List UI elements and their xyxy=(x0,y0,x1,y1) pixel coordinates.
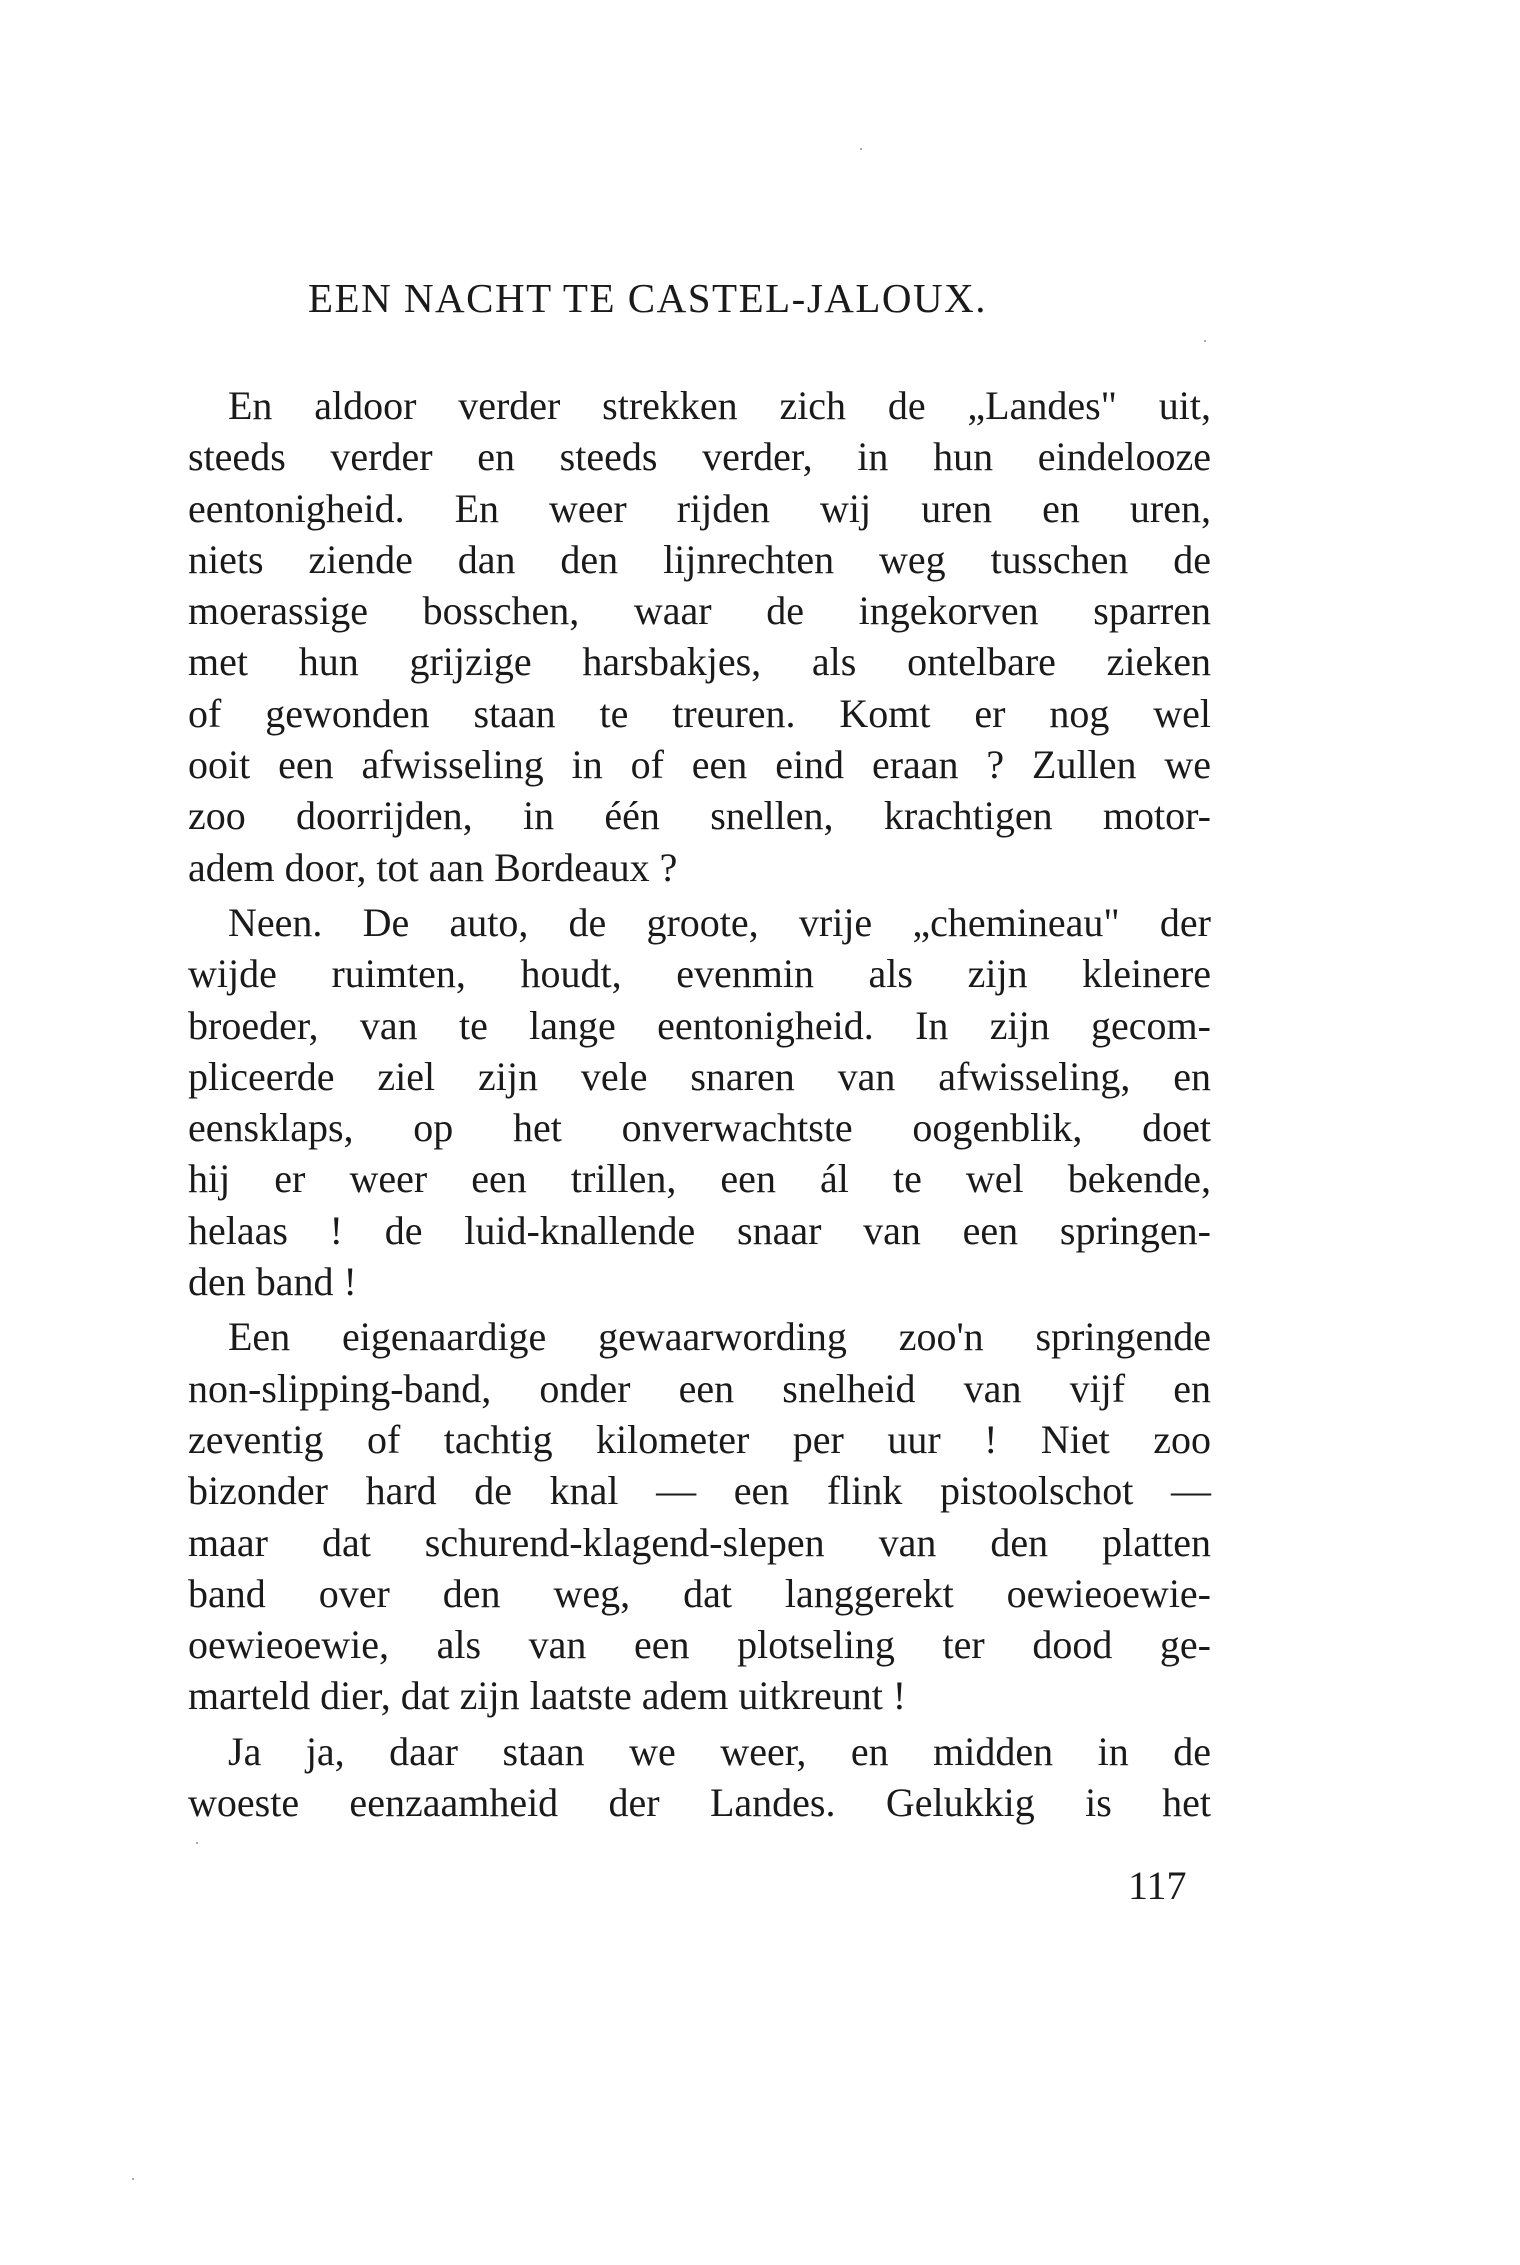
paragraph xyxy=(188,1726,1211,1829)
text-line: non-slipping-band, onder een snelheid van vijf en xyxy=(188,1365,1211,1411)
text-line: of gewonden staan te treuren. Komt er nog wel xyxy=(188,690,1211,736)
text-line: Ja ja, daar staan we weer, en midden in de xyxy=(228,1728,1211,1774)
body-text xyxy=(188,380,1211,1828)
text-line: steeds verder en steeds verder, in hun eindelooze xyxy=(188,434,1211,480)
text-line: pliceerde ziel zijn vele snaren van afwisseling, en xyxy=(188,1053,1211,1099)
page-number: 117 xyxy=(1128,1863,1187,1908)
scan-speck xyxy=(1204,340,1206,342)
text-line: broeder, van te lange eentonigheid. In zijn gecom- xyxy=(188,1002,1211,1048)
text-line: Neen. De auto, de groote, vrije „chemineau" der xyxy=(228,899,1211,945)
paragraph xyxy=(188,1311,1211,1721)
text-line: den band ! xyxy=(188,1259,357,1305)
text-line: moerassige bosschen, waar de ingekorven sparren xyxy=(188,588,1211,634)
text-line: zoo doorrijden, in één snellen, krachtigen motor- xyxy=(188,793,1211,839)
text-line: woeste eenzaamheid der Landes. Gelukkig is het xyxy=(188,1780,1211,1826)
text-line: zeventig of tachtig kilometer per uur ! Niet zoo xyxy=(188,1416,1211,1462)
text-line: niets ziende dan den lijnrechten weg tusschen de xyxy=(188,536,1211,582)
paragraph xyxy=(188,897,1211,1307)
text-line: band over den weg, dat langgerekt oewieoewie- xyxy=(188,1570,1211,1616)
text-line: hij er weer een trillen, een ál te wel bekende, xyxy=(188,1156,1211,1202)
text-line: wijde ruimten, houdt, evenmin als zijn kleinere xyxy=(188,951,1211,997)
text-line: eensklaps, op het onverwachtste oogenblik, doet xyxy=(188,1105,1211,1151)
text-line: helaas ! de luid-knallende snaar van een springen- xyxy=(188,1207,1211,1253)
scan-speck xyxy=(132,2178,134,2180)
text-line: oewieoewie, als van een plotseling ter dood ge- xyxy=(188,1622,1211,1668)
scan-speck xyxy=(860,148,862,150)
chapter-title: EEN NACHT TE CASTEL-JALOUX. xyxy=(308,275,988,321)
text-line: eentonigheid. En weer rijden wij uren en uren, xyxy=(188,485,1211,531)
text-line: ooit een afwisseling in of een eind eraan ? Zullen we xyxy=(188,742,1211,788)
paragraph xyxy=(188,380,1211,893)
text-line: En aldoor verder strekken zich de „Landes" uit, xyxy=(228,383,1211,428)
text-line: adem door, tot aan Bordeaux ? xyxy=(188,844,678,890)
text-line: maar dat schurend-klagend-slepen van den platten xyxy=(188,1519,1211,1565)
text-line: Een eigenaardige gewaarwording zoo'n springende xyxy=(228,1314,1211,1360)
scan-speck xyxy=(196,1842,198,1844)
text-line: marteld dier, dat zijn laatste adem uitkreunt ! xyxy=(188,1673,907,1719)
text-line: bizonder hard de knal — een flink pistoolschot — xyxy=(188,1468,1211,1514)
text-line: met hun grijzige harsbakjes, als ontelbare zieken xyxy=(188,639,1211,685)
